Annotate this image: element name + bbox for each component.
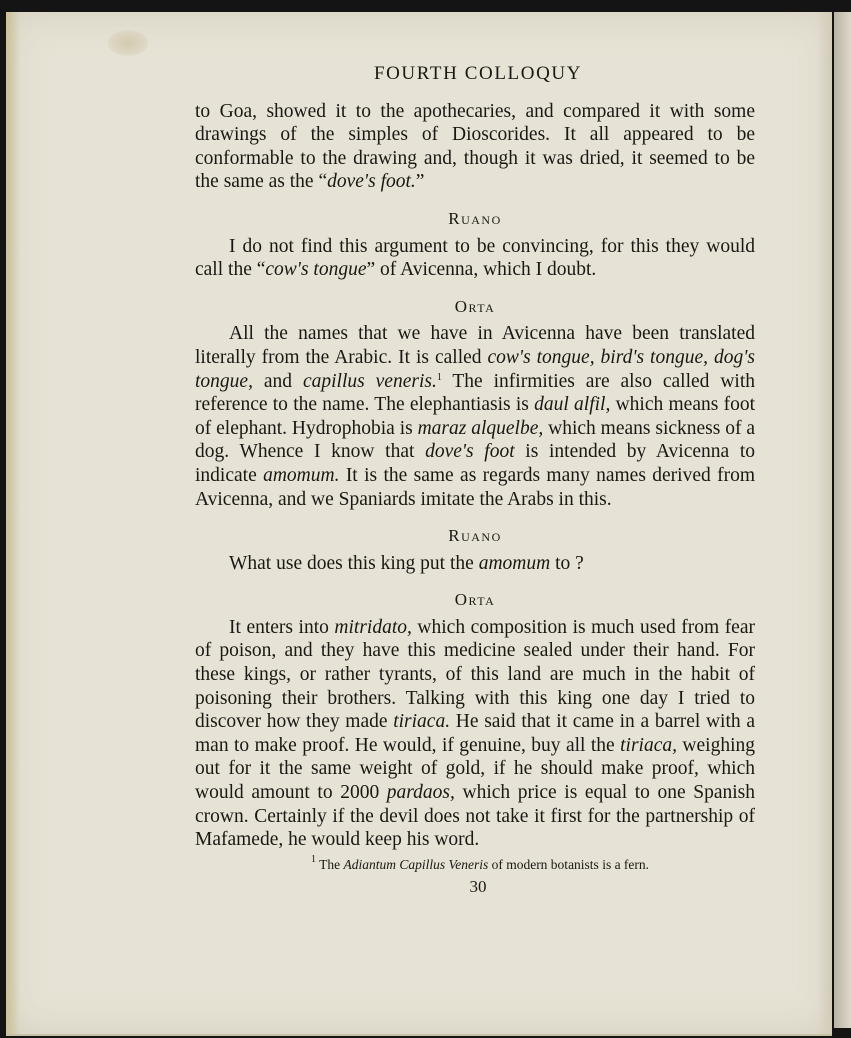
paragraph-5-italic-tiriaca-2: tiriaca, bbox=[620, 734, 677, 756]
paragraph-5-italic-tiriaca: tiriaca. bbox=[393, 711, 451, 733]
paragraph-3-italic-amomum: amomum. bbox=[263, 464, 340, 486]
paragraph-2 bbox=[195, 235, 755, 282]
paragraph-3-italic-tongues: cow's tongue, bird's tongue, dog's tongue, bbox=[195, 346, 755, 392]
paragraph-5-italic-mitridato: mitridato, bbox=[334, 616, 412, 638]
paragraph-4-italic: amomum bbox=[478, 552, 551, 574]
book-page bbox=[6, 12, 832, 1036]
paragraph-5-text: which price is equal to one Spanish crown. Certainly if the devil does not take it first for the partnership of Mafamede, he would keep his word. bbox=[195, 782, 755, 851]
paragraph-5-text: It enters into bbox=[229, 616, 335, 638]
paragraph-4-text: What use does this king put the bbox=[229, 552, 479, 574]
footnote-number: 1 bbox=[310, 853, 316, 865]
paragraph-5-text: which composition is much used from fear of poison, and they have this medicine sealed under their hand. For these kings, or rather tyrants, of this land are much in the habit of poisoning their brothers. Talking with this king one day I tried to discover how they made bbox=[195, 616, 755, 733]
paragraph-2-text-end: ” of Avicenna, which I doubt. bbox=[366, 259, 597, 281]
paragraph-1-italic: dove's foot. bbox=[327, 171, 416, 193]
paragraph-5-italic-pardaos: pardaos, bbox=[386, 782, 455, 804]
paragraph-3-text: The infirmities are also called with reference to the name. The elephantiasis is bbox=[195, 370, 756, 416]
paragraph-3 bbox=[195, 322, 755, 511]
paragraph-3-text: which means sickness of a dog. Whence I know that bbox=[195, 417, 756, 463]
paragraph-2-italic: cow's tongue bbox=[265, 259, 367, 281]
page-text-block bbox=[195, 62, 755, 898]
paragraph-3-text: which means foot of elephant. Hydrophobia is bbox=[195, 394, 756, 439]
paragraph-5-text: He said that it came in a barrel with a man to make proof. He would, if genuine, buy all the bbox=[195, 711, 755, 756]
paragraph-1-text: to Goa, showed it to the apothecaries, and compared it with some drawings of the simples of Dioscorides. It all appeared to be conformable to the drawing and, though it was dried, it seemed to be the same as the “ bbox=[195, 100, 755, 193]
paragraph-3-italic-daul: daul alfil, bbox=[534, 394, 611, 416]
paragraph-3-text: and bbox=[252, 370, 303, 392]
footnote bbox=[195, 853, 755, 873]
paragraph-4-text-end: to ? bbox=[550, 552, 584, 574]
paragraph-1 bbox=[195, 100, 755, 194]
speaker-heading-ruano: Ruano bbox=[448, 526, 502, 546]
paragraph-3-italic-doves-foot: dove's foot bbox=[425, 441, 515, 463]
paragraph-3-text: All the names that we have in Avicenna have been translated literally from the Arabic. It is called bbox=[195, 323, 755, 368]
speaker-heading-orta: Orta bbox=[454, 590, 496, 610]
running-head: FOURTH COLLOQUY bbox=[373, 63, 583, 84]
paragraph-2-text: I do not find this argument to be convincing, for this they would call the “ bbox=[195, 235, 755, 281]
speaker-heading-ruano: Ruano bbox=[448, 208, 502, 228]
paragraph-5 bbox=[195, 616, 755, 852]
paragraph-3-italic-maraz: maraz alquelbe, bbox=[417, 417, 544, 439]
footnote-text-end: of modern botanists is a fern. bbox=[488, 856, 650, 872]
paragraph-3-text: It is the same as regards many names derived from Avicenna, and we Spaniards imitate the Arabs in this. bbox=[195, 464, 755, 510]
paragraph-3-italic-capillus: capillus veneris. bbox=[302, 370, 437, 392]
paper-stain bbox=[108, 30, 148, 56]
page-number: 30 bbox=[469, 876, 487, 896]
footnote-italic: Adiantum Capillus Veneris bbox=[343, 856, 489, 872]
paragraph-4 bbox=[195, 552, 755, 576]
paragraph-5-text: weighing out for it the same weight of gold, if he should make proof, which would amount to 2000 bbox=[195, 734, 755, 804]
paragraph-3-text: is intended by Avicenna to indicate bbox=[195, 441, 755, 486]
footnote-marker: 1 bbox=[436, 371, 442, 383]
footnote-text: The bbox=[315, 856, 344, 872]
speaker-heading-orta: Orta bbox=[454, 296, 496, 316]
paragraph-1-close-quote: ” bbox=[415, 171, 425, 193]
adjacent-page-edge bbox=[834, 12, 851, 1028]
